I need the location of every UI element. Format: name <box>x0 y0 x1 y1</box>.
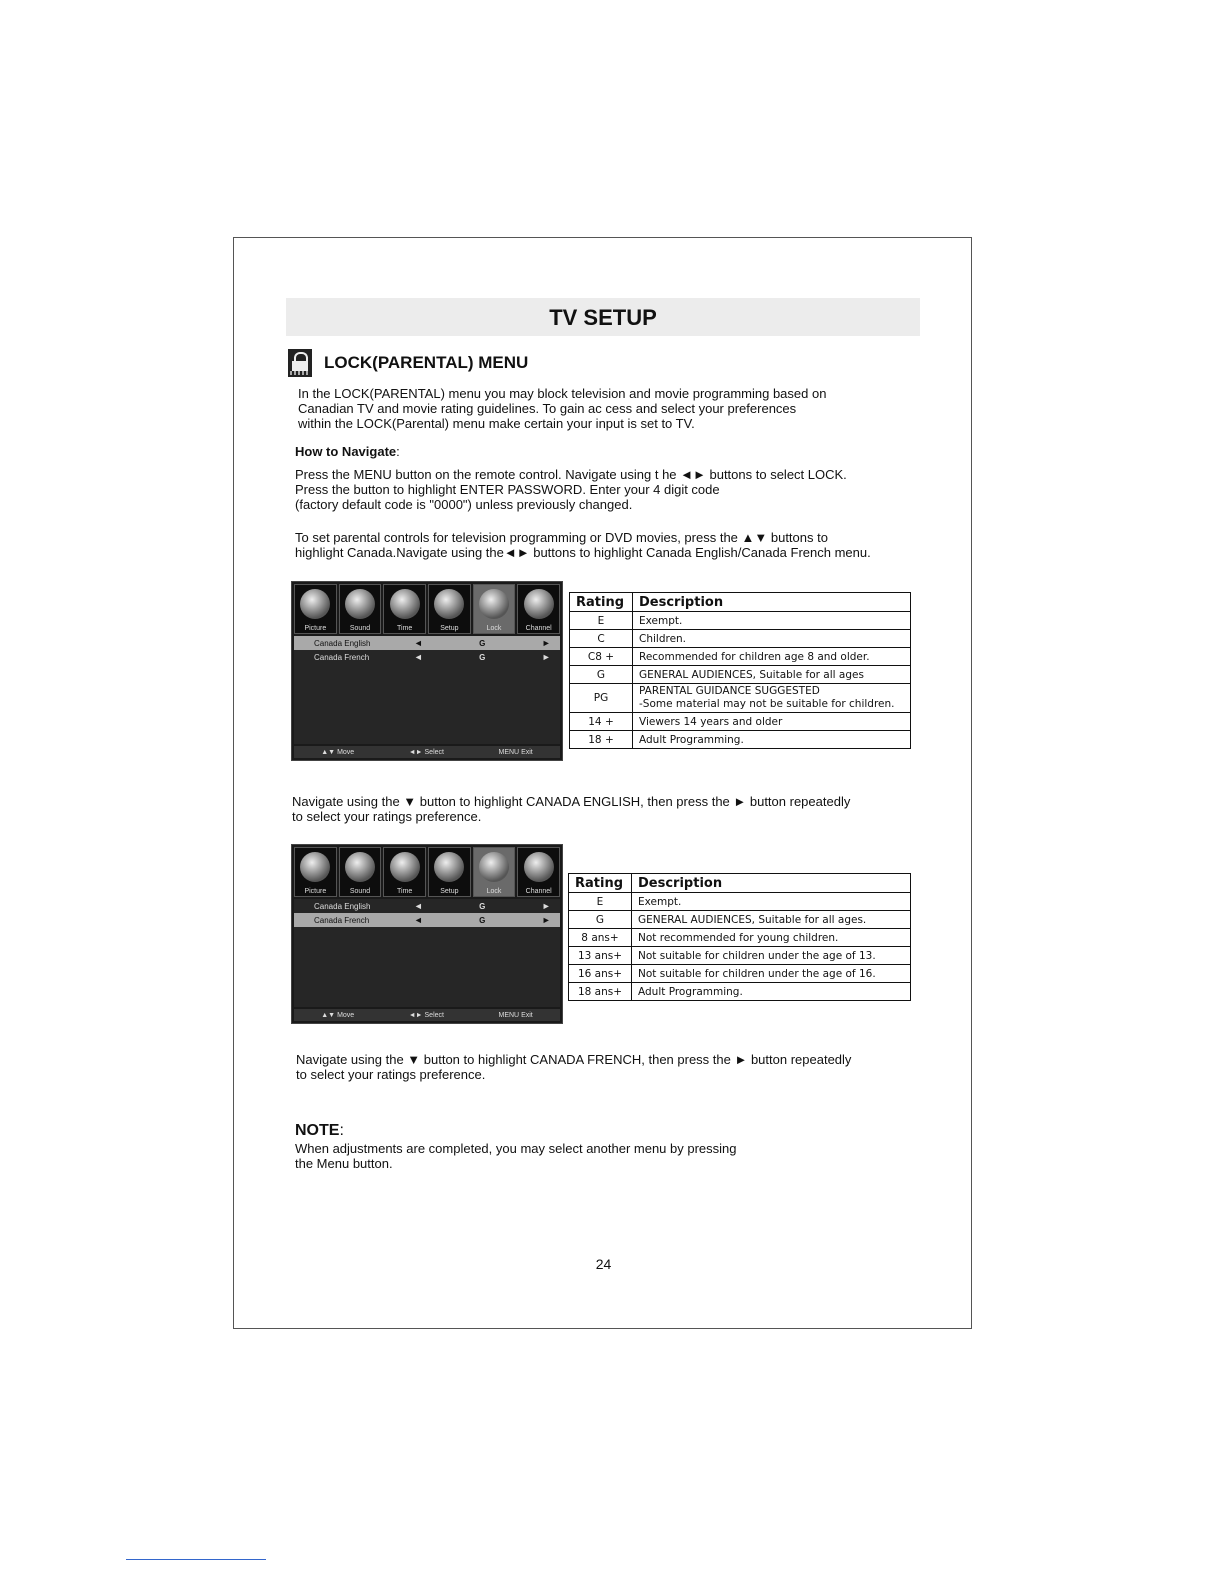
picture-tab-icon: Picture <box>294 584 337 634</box>
how-to-heading <box>295 444 400 459</box>
sound-tab-icon: Sound <box>339 584 382 634</box>
nav-paragraph-3: Navigate using the ▼ button to highlight CANADA ENGLISH, then press the ► button repeatedly to select your ratings preference. <box>292 794 851 824</box>
lock-tab-icon: Lock <box>473 584 516 634</box>
how-to-label: How to Navigate <box>295 444 397 459</box>
footer-rule <box>126 1559 266 1560</box>
table-row: C Children. <box>570 630 911 648</box>
sound-tab-icon: Sound <box>339 847 382 897</box>
table-header-description: Description <box>632 874 911 893</box>
menu-row-canada-french: Canada French ◄ G ► <box>314 652 551 662</box>
table-row: C8 + Recommended for children age 8 and older. <box>570 648 911 666</box>
rating-table-french <box>568 873 911 1001</box>
table-header-rating: Rating <box>569 874 632 893</box>
how-to-colon: : <box>396 444 400 459</box>
table-row: E Exempt. <box>570 612 911 630</box>
channel-tab-icon: Channel <box>517 847 560 897</box>
table-row: 13 ans+ Not suitable for children under the age of 13. <box>569 947 911 965</box>
menu-row-canada-english: Canada English ◄ G ► <box>294 636 560 650</box>
time-tab-icon: Time <box>383 847 426 897</box>
table-row: 18 + Adult Programming. <box>570 731 911 749</box>
table-row: G GENERAL AUDIENCES, Suitable for all ages. <box>569 911 911 929</box>
menu-row-canada-english: Canada English ◄ G ► <box>314 901 551 911</box>
tv-menu-screenshot-french <box>291 844 563 1024</box>
menu-footer: ▲▼ Move ◄► Select MENU Exit <box>294 1009 560 1021</box>
table-row: PG PARENTAL GUIDANCE SUGGESTED -Some material may not be suitable for children. <box>570 684 911 713</box>
table-row: E Exempt. <box>569 893 911 911</box>
note-heading <box>295 1122 344 1140</box>
nav-paragraph-4: Navigate using the ▼ button to highlight CANADA FRENCH, then press the ► button repeatedly to select your ratings preference. <box>296 1052 852 1082</box>
section-header <box>288 348 528 378</box>
picture-tab-icon: Picture <box>294 847 337 897</box>
section-title: LOCK(PARENTAL) MENU <box>324 353 529 372</box>
table-row: 18 ans+ Adult Programming. <box>569 983 911 1001</box>
nav-paragraph-2: To set parental controls for television programming or DVD movies, press the ▲▼ buttons to highlight Canada.Navigate using the◄► buttons to highlight Canada English/Canada French menu. <box>295 530 871 560</box>
page-number: 24 <box>595 1256 612 1272</box>
lock-tab-icon: Lock <box>473 847 516 897</box>
note-colon: : <box>339 1122 344 1139</box>
tv-menu-screenshot-english <box>291 581 563 761</box>
note-label: NOTE <box>295 1122 340 1139</box>
table-row: 14 + Viewers 14 years and older <box>570 713 911 731</box>
channel-tab-icon: Channel <box>517 584 560 634</box>
page-title: TV SETUP <box>286 298 920 336</box>
menu-footer: ▲▼ Move ◄► Select MENU Exit <box>294 746 560 758</box>
setup-tab-icon: Setup <box>428 584 471 634</box>
lock-icon <box>288 349 312 377</box>
table-row: 8 ans+ Not recommended for young children. <box>569 929 911 947</box>
menu-row-canada-french: Canada French ◄ G ► <box>294 913 560 927</box>
intro-paragraph: In the LOCK(PARENTAL) menu you may block television and movie programming based on Canadian TV and movie rating guidelines. To gain ac cess and select your preferences within the LOCK(Parental) menu make certain your input is set to TV. <box>298 386 827 431</box>
note-text: When adjustments are completed, you may select another menu by pressing the Menu button. <box>295 1141 737 1171</box>
table-row: G GENERAL AUDIENCES, Suitable for all ages <box>570 666 911 684</box>
table-header-description: Description <box>633 593 911 612</box>
nav-paragraph-1: Press the MENU button on the remote control. Navigate using t he ◄► buttons to select LOCK. Press the button to highlight ENTER PASSWORD. Enter your 4 digit code (factory default code is "0000") unless previously changed. <box>295 467 847 512</box>
time-tab-icon: Time <box>383 584 426 634</box>
rating-table-english <box>569 592 911 749</box>
table-header-rating: Rating <box>570 593 633 612</box>
table-row: 16 ans+ Not suitable for children under the age of 16. <box>569 965 911 983</box>
setup-tab-icon: Setup <box>428 847 471 897</box>
